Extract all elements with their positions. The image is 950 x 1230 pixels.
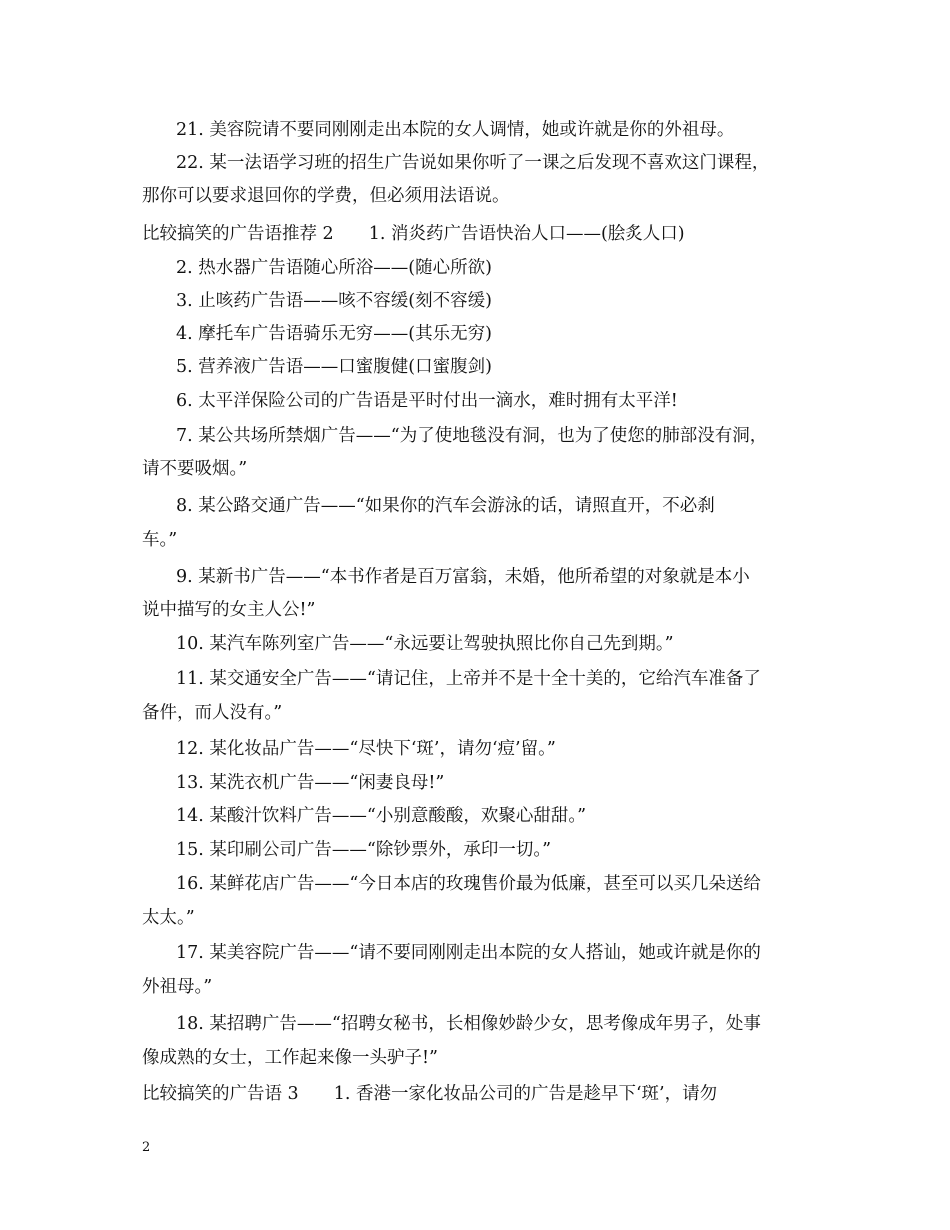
text-line: 3. 止咳药广告语——咳不容缓(刻不容缓) <box>176 291 492 311</box>
text-line: 16. 某鲜花店广告——“今日本店的玫瑰售价最为低廉，甚至可以买几朵送给 <box>176 874 761 894</box>
text-line: 像成熟的女士，工作起来像一头驴子!” <box>142 1048 438 1068</box>
text-line: 10. 某汽车陈列室广告——“永远要让驾驶执照比你自己先到期。” <box>176 634 674 654</box>
text-line: 4. 摩托车广告语骑乐无穷——(其乐无穷) <box>176 324 492 344</box>
text-line: 17. 某美容院广告——“请不要同刚刚走出本院的女人搭讪，她或许就是你的 <box>176 943 761 963</box>
text-line: 22. 某一法语学习班的招生广告说如果你听了一课之后发现不喜欢这门课程， <box>176 153 770 173</box>
text-line: 9. 某新书广告——“本书作者是百万富翁，未婚，他所希望的对象就是本小 <box>176 567 750 587</box>
text-line: 5. 营养液广告语——口蜜腹健(口蜜腹剑) <box>176 357 492 377</box>
text-line: 2. 热水器广告语随心所浴——(随心所欲) <box>176 258 492 278</box>
text-line: 车。” <box>142 530 178 550</box>
text-line: 13. 某洗衣机广告——“闲妻良母!” <box>176 773 445 793</box>
section-heading-line: 比较搞笑的广告语推荐 2 1. 消炎药广告语快治人口——(脍炙人口) <box>142 224 685 244</box>
text-line: 7. 某公共场所禁烟广告——“为了使地毯没有洞，也为了使您的肺部没有洞， <box>176 426 768 446</box>
text-line: 那你可以要求退回你的学费，但必须用法语说。 <box>142 186 510 206</box>
text-line: 说中描写的女主人公!” <box>142 600 316 620</box>
text-line: 18. 某招聘广告——“招聘女秘书，长相像妙龄少女，思考像成年男子，处事 <box>176 1014 761 1034</box>
text-line: 太太。” <box>142 908 195 928</box>
text-line: 21. 美容院请不要同刚刚走出本院的女人调情，她或许就是你的外祖母。 <box>176 120 735 140</box>
text-line: 14. 某酸汁饮料广告——“小别意酸酸，欢聚心甜甜。” <box>176 806 587 826</box>
text-line: 6. 太平洋保险公司的广告语是平时付出一滴水，难时拥有太平洋! <box>176 391 678 411</box>
section-heading-line: 比较搞笑的广告语 3 1. 香港一家化妆品公司的广告是趁早下‘斑’，请勿 <box>142 1084 718 1104</box>
text-line: 8. 某公路交通广告——“如果你的汽车会游泳的话，请照直开，不必刹 <box>176 496 715 516</box>
text-line: 11. 某交通安全广告——“请记住，上帝并不是十全十美的，它给汽车准备了 <box>176 669 761 689</box>
text-line: 备件，而人没有。” <box>142 703 283 723</box>
text-line: 外祖母。” <box>142 977 213 997</box>
text-line: 12. 某化妆品广告——“尽快下‘斑’，请勿‘痘’留。” <box>176 739 556 759</box>
text-line: 15. 某印刷公司广告——“除钞票外，承印一切。” <box>176 840 552 860</box>
text-line: 请不要吸烟。” <box>142 459 248 479</box>
page-number: 2 <box>142 1140 151 1155</box>
